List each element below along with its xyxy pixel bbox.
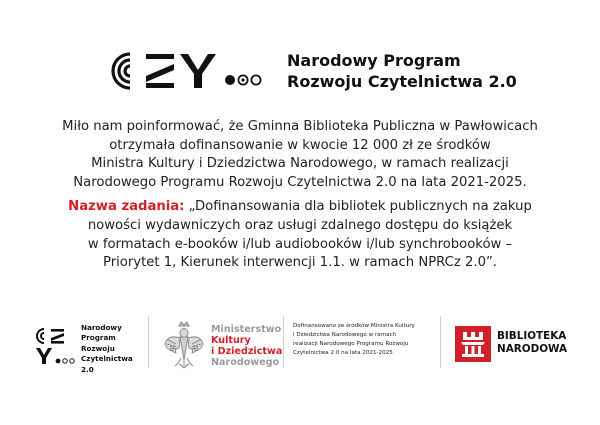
national-library-name (497, 330, 567, 356)
ministry-line: Narodowego (211, 357, 280, 368)
funding-note (293, 322, 453, 358)
task-line: nowości wydawniczych oraz usługi zdalnego dostępu do książek (87, 217, 513, 233)
task-line: Priorytet 1, Kierunek interwencji 1.1. w ramach NPRCz 2.0”. (103, 255, 497, 271)
announcement-line: Narodowego Programu Rozwoju Czytelnictwa 2.0 na lata 2021-2025. (73, 174, 527, 190)
footer-logos (0, 312, 600, 372)
announcement-line: Ministra Kultury i Dziedzictwa Narodowego, w ramach realizacji (91, 156, 509, 172)
biblioteka-narodowa-emblem-icon (455, 326, 491, 362)
ministry-line: i Dziedzictwa (211, 346, 283, 357)
task-paragraph (30, 198, 570, 272)
footer-npr-line: Narodowy (81, 323, 122, 332)
footer-npr-line: Program (81, 333, 116, 343)
task-label: Nazwa zadania: (68, 199, 185, 215)
funding-note-line: Czytelnictwa 2.0 na lata 2021-2025 (293, 350, 393, 356)
footer-npr-line: 2.0 (81, 364, 94, 374)
announcement-text (30, 118, 570, 273)
ministry-line: Ministerstwo (211, 324, 282, 335)
announcement-line: Miło nam poinformować, że Gminna Biblioteka Publiczna w Pawłowicach (62, 119, 538, 134)
program-title (287, 50, 517, 92)
task-line: „Dofinansowania dla bibliotek publicznych na zakup (184, 199, 532, 215)
national-library-line: BIBLIOTEKA (497, 330, 567, 342)
footer-npr-line: Czytelnictwa (81, 354, 133, 364)
header (0, 0, 600, 110)
national-library-line: NARODOWA (497, 343, 568, 355)
footer-npr-text (81, 323, 133, 375)
ministry-name (211, 324, 282, 368)
ministry-line: Kultury (211, 335, 251, 346)
footer-czy-logo-icon (34, 326, 76, 366)
footer-divider (148, 316, 149, 368)
task-line: w formatach e-booków i/lub audiobooków i/lub synchrobooków – (87, 236, 513, 252)
czy-logo (108, 50, 268, 92)
program-title-line1: Narodowy Program (287, 51, 461, 70)
footer-npr-line: Rozwoju (81, 343, 115, 353)
footer-divider (440, 316, 441, 368)
funding-note-line: realizacji Narodowego Programu Rozwoju (293, 341, 409, 347)
announcement-paragraph (30, 118, 570, 192)
funding-note-line: i Dziedzictwa Narodowego w ramach (293, 332, 397, 338)
footer-divider (283, 316, 284, 368)
polish-eagle-icon (162, 320, 206, 370)
announcement-line: otrzymała dofinansowanie w kwocie 12 000 zł ze środków (109, 137, 491, 153)
program-title-line2: Rozwoju Czytelnictwa 2.0 (287, 72, 517, 91)
funding-note-line: Dofinansowano ze środków Ministra Kultury (293, 323, 415, 329)
